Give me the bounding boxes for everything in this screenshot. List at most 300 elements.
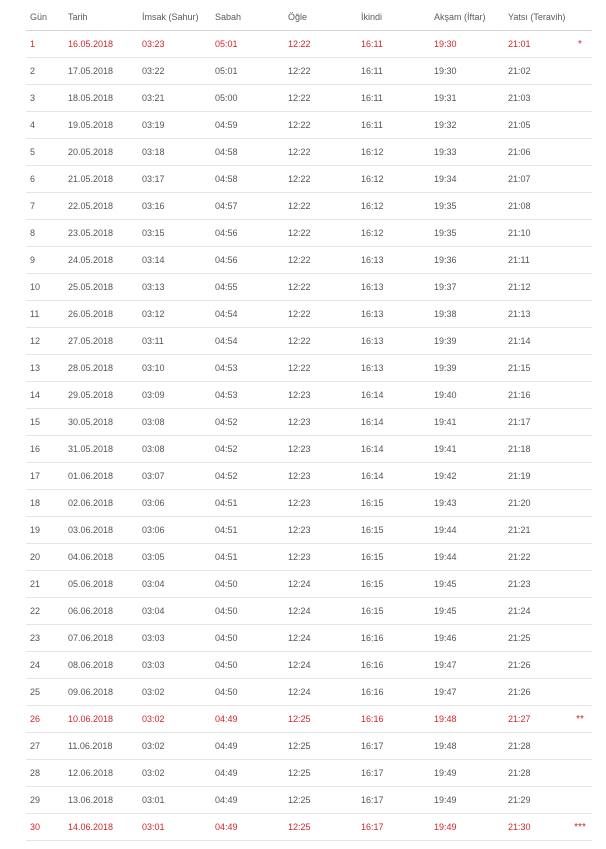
- cell-tarih: 14.06.2018: [64, 814, 138, 841]
- cell-sabah: 04:55: [211, 274, 284, 301]
- cell-yatsi: 21:26: [504, 679, 568, 706]
- cell-gun: 9: [26, 247, 64, 274]
- cell-mark: [568, 247, 592, 274]
- cell-sabah: 04:54: [211, 301, 284, 328]
- cell-mark: [568, 328, 592, 355]
- cell-imsak: 03:09: [138, 382, 211, 409]
- cell-ikindi: 16:13: [357, 355, 430, 382]
- cell-gun: 21: [26, 571, 64, 598]
- ramadan-timetable: [26, 3, 592, 841]
- table-row: [26, 274, 592, 301]
- table-row: [26, 85, 592, 112]
- cell-sabah: 04:52: [211, 436, 284, 463]
- cell-ikindi: 16:11: [357, 31, 430, 58]
- cell-mark: [568, 139, 592, 166]
- cell-ikindi: 16:11: [357, 112, 430, 139]
- cell-gun: 23: [26, 625, 64, 652]
- cell-mark: [568, 571, 592, 598]
- cell-imsak: 03:17: [138, 166, 211, 193]
- header-yatsi: Yatsı (Teravih): [504, 3, 568, 31]
- cell-sabah: 04:51: [211, 517, 284, 544]
- cell-tarih: 10.06.2018: [64, 706, 138, 733]
- cell-aksam: 19:37: [430, 274, 504, 301]
- cell-ogle: 12:25: [284, 814, 357, 841]
- cell-aksam: 19:46: [430, 625, 504, 652]
- cell-aksam: 19:44: [430, 544, 504, 571]
- cell-mark: [568, 355, 592, 382]
- cell-ogle: 12:24: [284, 625, 357, 652]
- cell-imsak: 03:02: [138, 760, 211, 787]
- cell-mark: ***: [568, 814, 592, 841]
- cell-imsak: 03:05: [138, 544, 211, 571]
- cell-aksam: 19:45: [430, 598, 504, 625]
- cell-ikindi: 16:17: [357, 814, 430, 841]
- cell-ogle: 12:22: [284, 355, 357, 382]
- cell-yatsi: 21:28: [504, 733, 568, 760]
- header-ogle: Öğle: [284, 3, 357, 31]
- cell-mark: [568, 193, 592, 220]
- table-row: [26, 436, 592, 463]
- table-row: [26, 220, 592, 247]
- cell-yatsi: 21:20: [504, 490, 568, 517]
- cell-mark: [568, 301, 592, 328]
- cell-yatsi: 21:26: [504, 652, 568, 679]
- cell-ogle: 12:23: [284, 382, 357, 409]
- cell-tarih: 07.06.2018: [64, 625, 138, 652]
- cell-tarih: 11.06.2018: [64, 733, 138, 760]
- cell-ikindi: 16:13: [357, 301, 430, 328]
- cell-yatsi: 21:24: [504, 598, 568, 625]
- cell-tarih: 28.05.2018: [64, 355, 138, 382]
- cell-ikindi: 16:13: [357, 274, 430, 301]
- cell-ogle: 12:23: [284, 490, 357, 517]
- cell-yatsi: 21:17: [504, 409, 568, 436]
- cell-tarih: 21.05.2018: [64, 166, 138, 193]
- cell-ogle: 12:25: [284, 733, 357, 760]
- cell-aksam: 19:49: [430, 760, 504, 787]
- cell-gun: 27: [26, 733, 64, 760]
- cell-ogle: 12:22: [284, 247, 357, 274]
- cell-gun: 29: [26, 787, 64, 814]
- cell-sabah: 04:59: [211, 112, 284, 139]
- cell-ogle: 12:24: [284, 571, 357, 598]
- cell-tarih: 23.05.2018: [64, 220, 138, 247]
- table-row: [26, 328, 592, 355]
- cell-ikindi: 16:15: [357, 490, 430, 517]
- cell-yatsi: 21:15: [504, 355, 568, 382]
- cell-aksam: 19:48: [430, 733, 504, 760]
- table-row: [26, 409, 592, 436]
- cell-imsak: 03:12: [138, 301, 211, 328]
- cell-sabah: 04:58: [211, 139, 284, 166]
- cell-yatsi: 21:21: [504, 517, 568, 544]
- header-row: [26, 3, 592, 31]
- header-sabah: Sabah: [211, 3, 284, 31]
- cell-sabah: 04:50: [211, 598, 284, 625]
- cell-ogle: 12:23: [284, 517, 357, 544]
- cell-yatsi: 21:05: [504, 112, 568, 139]
- cell-mark: [568, 112, 592, 139]
- cell-tarih: 08.06.2018: [64, 652, 138, 679]
- cell-gun: 19: [26, 517, 64, 544]
- table-row: [26, 733, 592, 760]
- cell-imsak: 03:18: [138, 139, 211, 166]
- cell-sabah: 04:56: [211, 220, 284, 247]
- cell-gun: 16: [26, 436, 64, 463]
- cell-imsak: 03:02: [138, 706, 211, 733]
- cell-ikindi: 16:14: [357, 382, 430, 409]
- cell-imsak: 03:22: [138, 58, 211, 85]
- cell-aksam: 19:44: [430, 517, 504, 544]
- cell-mark: [568, 652, 592, 679]
- table-row: [26, 760, 592, 787]
- cell-imsak: 03:13: [138, 274, 211, 301]
- cell-gun: 24: [26, 652, 64, 679]
- cell-gun: 25: [26, 679, 64, 706]
- table-row: [26, 166, 592, 193]
- cell-mark: [568, 679, 592, 706]
- cell-tarih: 24.05.2018: [64, 247, 138, 274]
- cell-ikindi: 16:17: [357, 760, 430, 787]
- cell-imsak: 03:10: [138, 355, 211, 382]
- cell-aksam: 19:41: [430, 436, 504, 463]
- cell-tarih: 01.06.2018: [64, 463, 138, 490]
- cell-ikindi: 16:15: [357, 544, 430, 571]
- cell-sabah: 05:01: [211, 58, 284, 85]
- cell-ogle: 12:22: [284, 166, 357, 193]
- cell-ogle: 12:23: [284, 436, 357, 463]
- cell-sabah: 04:50: [211, 652, 284, 679]
- cell-ikindi: 16:12: [357, 193, 430, 220]
- cell-gun: 13: [26, 355, 64, 382]
- table-row: [26, 625, 592, 652]
- cell-ogle: 12:23: [284, 409, 357, 436]
- cell-aksam: 19:40: [430, 382, 504, 409]
- cell-ikindi: 16:16: [357, 706, 430, 733]
- cell-gun: 26: [26, 706, 64, 733]
- table-row: [26, 517, 592, 544]
- cell-ikindi: 16:12: [357, 220, 430, 247]
- cell-gun: 22: [26, 598, 64, 625]
- cell-aksam: 19:39: [430, 328, 504, 355]
- cell-tarih: 31.05.2018: [64, 436, 138, 463]
- cell-imsak: 03:15: [138, 220, 211, 247]
- cell-imsak: 03:19: [138, 112, 211, 139]
- cell-sabah: 04:54: [211, 328, 284, 355]
- cell-mark: *: [568, 31, 592, 58]
- cell-ikindi: 16:15: [357, 571, 430, 598]
- cell-ikindi: 16:15: [357, 517, 430, 544]
- cell-ikindi: 16:14: [357, 409, 430, 436]
- cell-ogle: 12:22: [284, 139, 357, 166]
- header-imsak: İmsak (Sahur): [138, 3, 211, 31]
- cell-ikindi: 16:16: [357, 679, 430, 706]
- cell-yatsi: 21:02: [504, 58, 568, 85]
- cell-yatsi: 21:10: [504, 220, 568, 247]
- cell-tarih: 30.05.2018: [64, 409, 138, 436]
- cell-ikindi: 16:14: [357, 463, 430, 490]
- cell-sabah: 04:50: [211, 625, 284, 652]
- cell-tarih: 20.05.2018: [64, 139, 138, 166]
- cell-aksam: 19:36: [430, 247, 504, 274]
- cell-gun: 18: [26, 490, 64, 517]
- cell-gun: 17: [26, 463, 64, 490]
- cell-yatsi: 21:27: [504, 706, 568, 733]
- cell-tarih: 09.06.2018: [64, 679, 138, 706]
- cell-aksam: 19:41: [430, 409, 504, 436]
- cell-mark: [568, 544, 592, 571]
- cell-ikindi: 16:13: [357, 247, 430, 274]
- cell-yatsi: 21:03: [504, 85, 568, 112]
- cell-mark: **: [568, 706, 592, 733]
- cell-gun: 6: [26, 166, 64, 193]
- table-row: [26, 31, 592, 58]
- cell-yatsi: 21:12: [504, 274, 568, 301]
- cell-ikindi: 16:17: [357, 787, 430, 814]
- cell-ogle: 12:22: [284, 31, 357, 58]
- cell-ogle: 12:25: [284, 706, 357, 733]
- cell-sabah: 04:49: [211, 760, 284, 787]
- cell-gun: 20: [26, 544, 64, 571]
- cell-imsak: 03:01: [138, 814, 211, 841]
- cell-aksam: 19:48: [430, 706, 504, 733]
- table-header: [26, 3, 592, 31]
- table-row: [26, 598, 592, 625]
- cell-tarih: 04.06.2018: [64, 544, 138, 571]
- cell-imsak: 03:08: [138, 409, 211, 436]
- cell-ogle: 12:24: [284, 679, 357, 706]
- cell-imsak: 03:04: [138, 571, 211, 598]
- cell-aksam: 19:30: [430, 31, 504, 58]
- cell-sabah: 04:51: [211, 544, 284, 571]
- cell-sabah: 04:50: [211, 571, 284, 598]
- cell-tarih: 25.05.2018: [64, 274, 138, 301]
- cell-gun: 10: [26, 274, 64, 301]
- cell-imsak: 03:16: [138, 193, 211, 220]
- cell-yatsi: 21:28: [504, 760, 568, 787]
- cell-ogle: 12:24: [284, 652, 357, 679]
- cell-tarih: 18.05.2018: [64, 85, 138, 112]
- cell-ogle: 12:22: [284, 328, 357, 355]
- cell-ogle: 12:22: [284, 58, 357, 85]
- cell-gun: 1: [26, 31, 64, 58]
- cell-mark: [568, 166, 592, 193]
- cell-tarih: 29.05.2018: [64, 382, 138, 409]
- cell-gun: 2: [26, 58, 64, 85]
- table-row: [26, 112, 592, 139]
- table-row: [26, 544, 592, 571]
- table-row: [26, 58, 592, 85]
- cell-yatsi: 21:01: [504, 31, 568, 58]
- cell-aksam: 19:49: [430, 787, 504, 814]
- cell-tarih: 12.06.2018: [64, 760, 138, 787]
- cell-aksam: 19:33: [430, 139, 504, 166]
- cell-tarih: 22.05.2018: [64, 193, 138, 220]
- cell-mark: [568, 598, 592, 625]
- cell-ikindi: 16:16: [357, 652, 430, 679]
- table-row: [26, 814, 592, 841]
- table-row: [26, 571, 592, 598]
- cell-gun: 14: [26, 382, 64, 409]
- cell-imsak: 03:04: [138, 598, 211, 625]
- cell-mark: [568, 382, 592, 409]
- cell-gun: 8: [26, 220, 64, 247]
- cell-imsak: 03:01: [138, 787, 211, 814]
- cell-ogle: 12:22: [284, 274, 357, 301]
- cell-sabah: 04:52: [211, 463, 284, 490]
- table-row: [26, 139, 592, 166]
- cell-tarih: 06.06.2018: [64, 598, 138, 625]
- cell-aksam: 19:32: [430, 112, 504, 139]
- header-tarih: Tarih: [64, 3, 138, 31]
- cell-tarih: 02.06.2018: [64, 490, 138, 517]
- cell-aksam: 19:47: [430, 679, 504, 706]
- cell-sabah: 04:58: [211, 166, 284, 193]
- cell-mark: [568, 463, 592, 490]
- header-gun: Gün: [26, 3, 64, 31]
- cell-ikindi: 16:11: [357, 85, 430, 112]
- cell-aksam: 19:34: [430, 166, 504, 193]
- cell-sabah: 04:49: [211, 706, 284, 733]
- cell-sabah: 04:53: [211, 382, 284, 409]
- cell-mark: [568, 760, 592, 787]
- cell-gun: 3: [26, 85, 64, 112]
- cell-yatsi: 21:07: [504, 166, 568, 193]
- cell-ogle: 12:23: [284, 544, 357, 571]
- cell-aksam: 19:31: [430, 85, 504, 112]
- cell-mark: [568, 787, 592, 814]
- cell-sabah: 04:49: [211, 814, 284, 841]
- cell-imsak: 03:03: [138, 652, 211, 679]
- cell-imsak: 03:23: [138, 31, 211, 58]
- cell-imsak: 03:07: [138, 463, 211, 490]
- cell-aksam: 19:35: [430, 220, 504, 247]
- table-body: [26, 31, 592, 841]
- cell-tarih: 03.06.2018: [64, 517, 138, 544]
- cell-imsak: 03:06: [138, 490, 211, 517]
- cell-sabah: 04:53: [211, 355, 284, 382]
- cell-yatsi: 21:14: [504, 328, 568, 355]
- cell-sabah: 04:49: [211, 787, 284, 814]
- cell-aksam: 19:30: [430, 58, 504, 85]
- cell-sabah: 04:50: [211, 679, 284, 706]
- cell-sabah: 05:00: [211, 85, 284, 112]
- cell-gun: 5: [26, 139, 64, 166]
- cell-ogle: 12:22: [284, 301, 357, 328]
- cell-aksam: 19:35: [430, 193, 504, 220]
- cell-yatsi: 21:23: [504, 571, 568, 598]
- cell-mark: [568, 409, 592, 436]
- cell-tarih: 27.05.2018: [64, 328, 138, 355]
- cell-yatsi: 21:11: [504, 247, 568, 274]
- cell-mark: [568, 625, 592, 652]
- cell-mark: [568, 436, 592, 463]
- cell-gun: 7: [26, 193, 64, 220]
- cell-imsak: 03:14: [138, 247, 211, 274]
- cell-yatsi: 21:06: [504, 139, 568, 166]
- table-row: [26, 706, 592, 733]
- cell-imsak: 03:02: [138, 679, 211, 706]
- cell-aksam: 19:42: [430, 463, 504, 490]
- cell-ogle: 12:25: [284, 787, 357, 814]
- cell-yatsi: 21:29: [504, 787, 568, 814]
- cell-gun: 15: [26, 409, 64, 436]
- cell-gun: 28: [26, 760, 64, 787]
- cell-ogle: 12:22: [284, 220, 357, 247]
- cell-aksam: 19:49: [430, 814, 504, 841]
- cell-mark: [568, 490, 592, 517]
- cell-ikindi: 16:12: [357, 139, 430, 166]
- cell-yatsi: 21:13: [504, 301, 568, 328]
- cell-ikindi: 16:14: [357, 436, 430, 463]
- cell-ogle: 12:23: [284, 463, 357, 490]
- cell-imsak: 03:08: [138, 436, 211, 463]
- header-mark: [568, 3, 592, 31]
- cell-sabah: 04:57: [211, 193, 284, 220]
- cell-aksam: 19:45: [430, 571, 504, 598]
- cell-gun: 11: [26, 301, 64, 328]
- cell-ogle: 12:25: [284, 760, 357, 787]
- cell-mark: [568, 85, 592, 112]
- cell-tarih: 05.06.2018: [64, 571, 138, 598]
- cell-sabah: 04:56: [211, 247, 284, 274]
- cell-tarih: 19.05.2018: [64, 112, 138, 139]
- table-row: [26, 382, 592, 409]
- cell-sabah: 04:51: [211, 490, 284, 517]
- table-row: [26, 247, 592, 274]
- cell-gun: 30: [26, 814, 64, 841]
- cell-mark: [568, 58, 592, 85]
- cell-tarih: 16.05.2018: [64, 31, 138, 58]
- cell-ikindi: 16:13: [357, 328, 430, 355]
- cell-yatsi: 21:18: [504, 436, 568, 463]
- cell-imsak: 03:11: [138, 328, 211, 355]
- cell-mark: [568, 733, 592, 760]
- header-aksam: Akşam (İftar): [430, 3, 504, 31]
- cell-yatsi: 21:19: [504, 463, 568, 490]
- header-ikindi: İkindi: [357, 3, 430, 31]
- cell-ogle: 12:22: [284, 85, 357, 112]
- cell-yatsi: 21:08: [504, 193, 568, 220]
- cell-gun: 4: [26, 112, 64, 139]
- cell-mark: [568, 274, 592, 301]
- cell-aksam: 19:47: [430, 652, 504, 679]
- cell-tarih: 13.06.2018: [64, 787, 138, 814]
- cell-gun: 12: [26, 328, 64, 355]
- table-row: [26, 787, 592, 814]
- cell-imsak: 03:03: [138, 625, 211, 652]
- cell-ikindi: 16:12: [357, 166, 430, 193]
- table-row: [26, 355, 592, 382]
- cell-aksam: 19:39: [430, 355, 504, 382]
- table-row: [26, 679, 592, 706]
- cell-aksam: 19:38: [430, 301, 504, 328]
- cell-imsak: 03:06: [138, 517, 211, 544]
- cell-ikindi: 16:11: [357, 58, 430, 85]
- cell-sabah: 04:52: [211, 409, 284, 436]
- table-row: [26, 490, 592, 517]
- cell-ikindi: 16:15: [357, 598, 430, 625]
- cell-mark: [568, 220, 592, 247]
- table-row: [26, 652, 592, 679]
- cell-ogle: 12:22: [284, 193, 357, 220]
- table-row: [26, 301, 592, 328]
- cell-imsak: 03:02: [138, 733, 211, 760]
- cell-yatsi: 21:22: [504, 544, 568, 571]
- cell-ogle: 12:22: [284, 112, 357, 139]
- cell-sabah: 04:49: [211, 733, 284, 760]
- cell-ikindi: 16:17: [357, 733, 430, 760]
